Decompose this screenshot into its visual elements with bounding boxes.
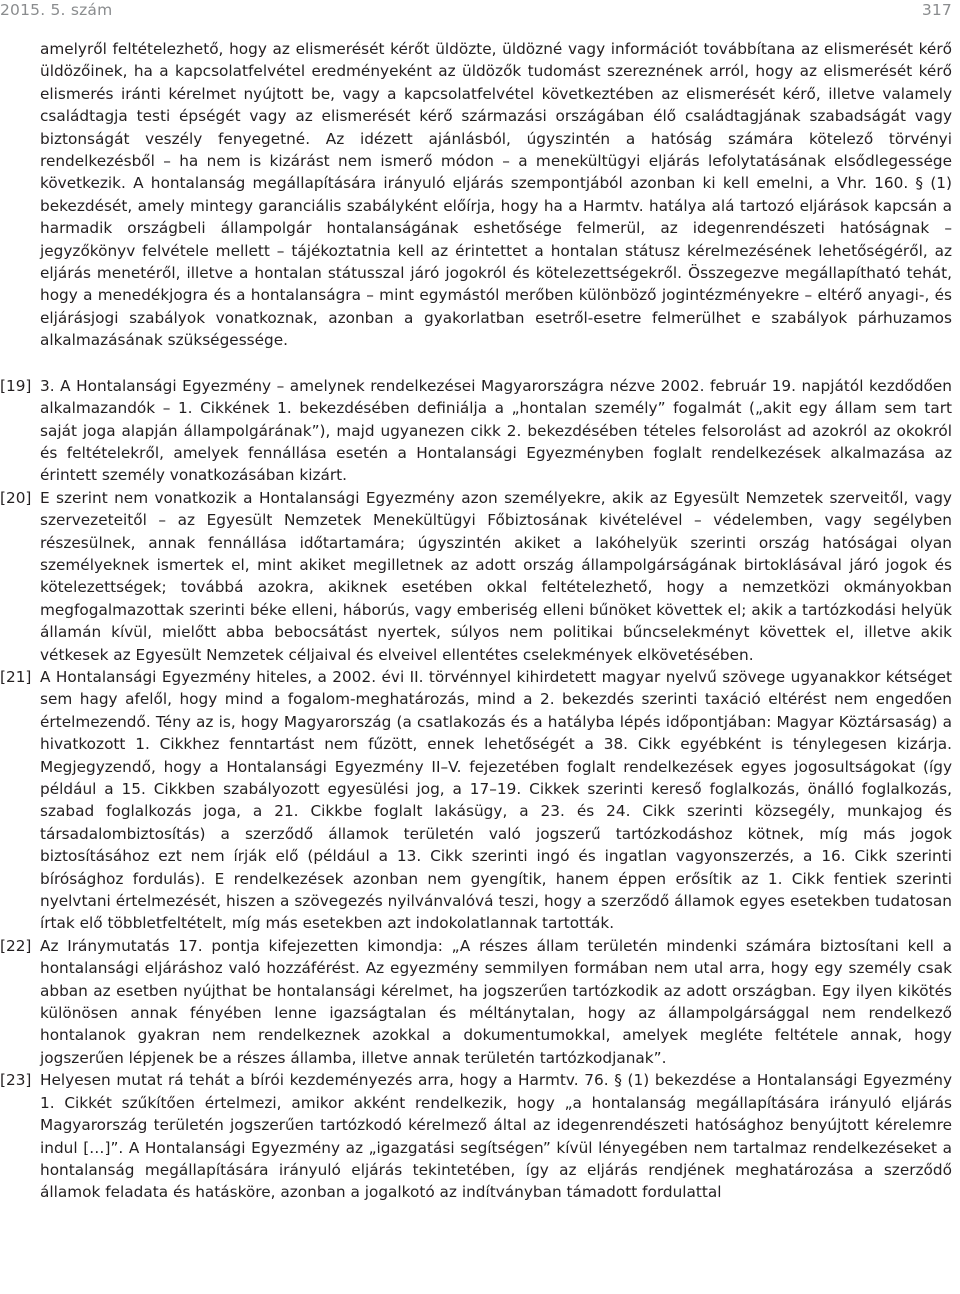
issue-label: 2015. 5. szám xyxy=(0,1,113,19)
footnote-text: Az Iránymutatás 17. pontja kifejezetten kimondja: „A részes állam területén mindenki számára biztosítani kell a hontalansági eljáráshoz való hozzáférést. Az egyezmény semmilyen formában nem utal arra, hogy egy személy csak abban az esetben nyújthat be hontalansági kérelmet, ha jogszerűen tartózkodik az adott országban. Egy ilyen kikötés különösen annak fényében lenne igazságtalan és méltánytalan, hogy az állampolgársággal nem rendelkező hontalanok gyakran nem rendelkeznek azokkal a dokumentumokkal, amelyek megléte feltétele annak, hogy jogszerűen lépjenek be a részes államba, illetve annak területén tartózkodjanak”. xyxy=(40,936,952,1067)
footnote-number: [22] xyxy=(0,936,32,955)
footnote-19 xyxy=(0,375,952,487)
footnote-number: [21] xyxy=(0,667,32,686)
footnote-number: [23] xyxy=(0,1071,32,1090)
section-gap xyxy=(40,352,952,375)
page-number: 317 xyxy=(921,1,952,19)
footnote-23 xyxy=(0,1069,952,1203)
footnote-21 xyxy=(0,666,952,935)
footnote-number: [19] xyxy=(0,376,32,395)
footnote-22 xyxy=(0,935,952,1069)
page-header xyxy=(0,0,960,22)
footnote-text: E szerint nem vonatkozik a Hontalansági Egyezmény azon személyekre, akik az Egyesült Nemzetek szerveitől, vagy szervezeteitől – az Egyesült Nemzetek Menekültügyi Főbiztosának kivételével – védelemben, vagy segélyben részesülnek, annak fennállása időtartamára; úgyszintén akiket a lakóhelyük szerinti ország hatóságai olyan személyeknek ismertek el, mint akiket megilletnek az adott ország állampolgárságának birtoklásával járó jogok és kötelezettségek; továbbá azokra, akiknek esetében okkal feltételezhető, hogy a nemzetközi okmányokban megfogalmazottak szerinti béke elleni, háborús, vagy emberiség elleni bűnöket követtek el; akik a tartózkodási helyük államán kívül, mielőtt abba bebocsátást nyertek, súlyos nem politikai bűncselekményt követtek el, illetve akik vétkesek az Egyesült Nemzetek céljaival és elveivel ellentétes cselekmények elkövetésében. xyxy=(40,488,952,664)
footnote-number: [20] xyxy=(0,488,32,507)
body-text xyxy=(0,38,952,1204)
footnote-20 xyxy=(0,487,952,666)
footnote-text: Helyesen mutat rá tehát a bírói kezdeményezés arra, hogy a Harmtv. 76. § (1) bekezdése a Hontalansági Egyezmény 1. Cikkét szűkítően értelmezi, amikor akként rendelkezik, hogy „a hontalanság megállapítására irányuló eljárás Magyarország területén jogszerűen tartózkodó kérelmező által az idegenrendészeti hatósághoz benyújtott kérelemre indul […]”. A Hontalansági Egyezmény az „igazgatási segítségen” kívül lényegében nem tartalmaz rendelkezéseket a hontalanság megállapítására irányuló eljárás tekintetében, így az eljárás rendjének meghatározása a szerződő államok feladata és hatásköre, azonban a jogalkotó az indítványban támadott fordulattal xyxy=(40,1071,952,1202)
intro-paragraph: amelyről feltételezhető, hogy az elismerését kérőt üldözte, üldözné vagy információt továbbítana az elismerését kérő üldözőinek, ha a kapcsolatfelvétel eredményeként az üldözők tudomást szereznének arról, hogy az elismerését kérő elismerés iránti kérelmet nyújtott be, vagy a kapcsolatfelvétel következtében az elismerését kérő, illetve valamely családtagja testi épségét vagy az elismerését kérő származási országában élő családtagjának szabadságát vagy biztonságát veszély fenyegetné. Az idézett ajánlásból, úgyszintén a hatóság számára kötelező törvényi rendelkezésből – ha nem is kizárást nem ismerő módon – a menekültügyi eljárás lefolytatásának elsődlegessége következik. A hontalanság megállapítására irányuló eljárás szempontjából azonban ki kell emelni, a Vhr. 160. § (1) bekezdését, amely mintegy garanciális szabályként előírja, hogy ha a Harmtv. hatálya alá tartozó eljárások kapcsán a harmadik országbeli állampolgár hontalanságának eshetősége felmerül, az idegenrendészeti hatóságnak – jegyzőkönyv felvétele mellett – tájékoztatnia kell az érintettet a hontalan státusz kérelmezésének lehetőségéről, az eljárás menetéről, illetve a hontalan státusszal járó jogokról és kötelezettségekről. Összegezve megállapítható tehát, hogy a menedékjogra és a hontalanságra – mint egymástól merőben különböző jogintézményekre – eltérő anyagi-, és eljárásjogi szabályok vonatkoznak, azonban a gyakorlatban esetről-esetre felmerülhet e szabályok párhuzamos alkalmazásának szükségessége. xyxy=(40,40,952,350)
footnote-text: A Hontalansági Egyezmény hiteles, a 2002. évi II. törvénnyel kihirdetett magyar nyelvű szövege ugyanakkor kétséget sem hagy afelől, hogy mind a fogalom-meghatározás, mind a 2. bekezdés szerinti taxáció eltérést nem engedően értelmezendő. Tény az is, hogy Magyarország (a csatlakozás és a hatályba lépés időpontjában: Magyar Köztársaság) a hivatkozott 1. Cikkhez fenntartást nem fűzött, ennek lehetőségét a 38. Cikk egyébként is ténylegesen kizárja. Megjegyzendő, hogy a Hontalansági Egyezmény II–V. fejezetében foglalt rendelkezések egyes jogosultságokat (így például a 15. Cikkben szabályozott egyesülési jog, a 17–19. Cikkek szerinti kereső foglalkozás, önálló foglalkozás, szabad foglalkozás joga, a 21. Cikkbe foglalt lakásügy, a 23. és 24. Cikk szerinti közsegély, munkajog és társadalombiztosítás) a szerződő államok területén való jogszerű tartózkodáshoz kötnek, míg más jogok biztosításához ezt nem írják elő (például a 13. Cikk szerinti ingó és ingatlan vagyonszerzés, a 16. Cikk szerinti bírósághoz fordulás). E rendelkezések azonban nem gyengítik, hanem éppen erősítik az 1. Cikk fentiek szerinti nyelvtani értelmezését, hiszen a szövegezés nyilvánvalóvá teszi, hogy a szerződő államok egyes esetekben tudatosan írtak elő többletfeltételt, míg más esetekben azt indokolatlannak tartották. xyxy=(40,667,952,933)
footnote-text: 3. A Hontalansági Egyezmény – amelynek rendelkezései Magyarországra nézve 2002. február 19. napjától kezdődően alkalmazandók – 1. Cikkének 1. bekezdésében definiálja a „hontalan személy” fogalmát („akit egy állam sem tart saját joga alapján állampolgárának”), majd ugyanezen cikk 2. bekezdésében tételes felsorolást ad azokról az okokról és feltételekről, amelyek fennállása esetén a Hontalansági Egyezményben foglalt rendelkezések alkalmazása az érintett személy vonatkozásában kizárt. xyxy=(40,376,952,485)
